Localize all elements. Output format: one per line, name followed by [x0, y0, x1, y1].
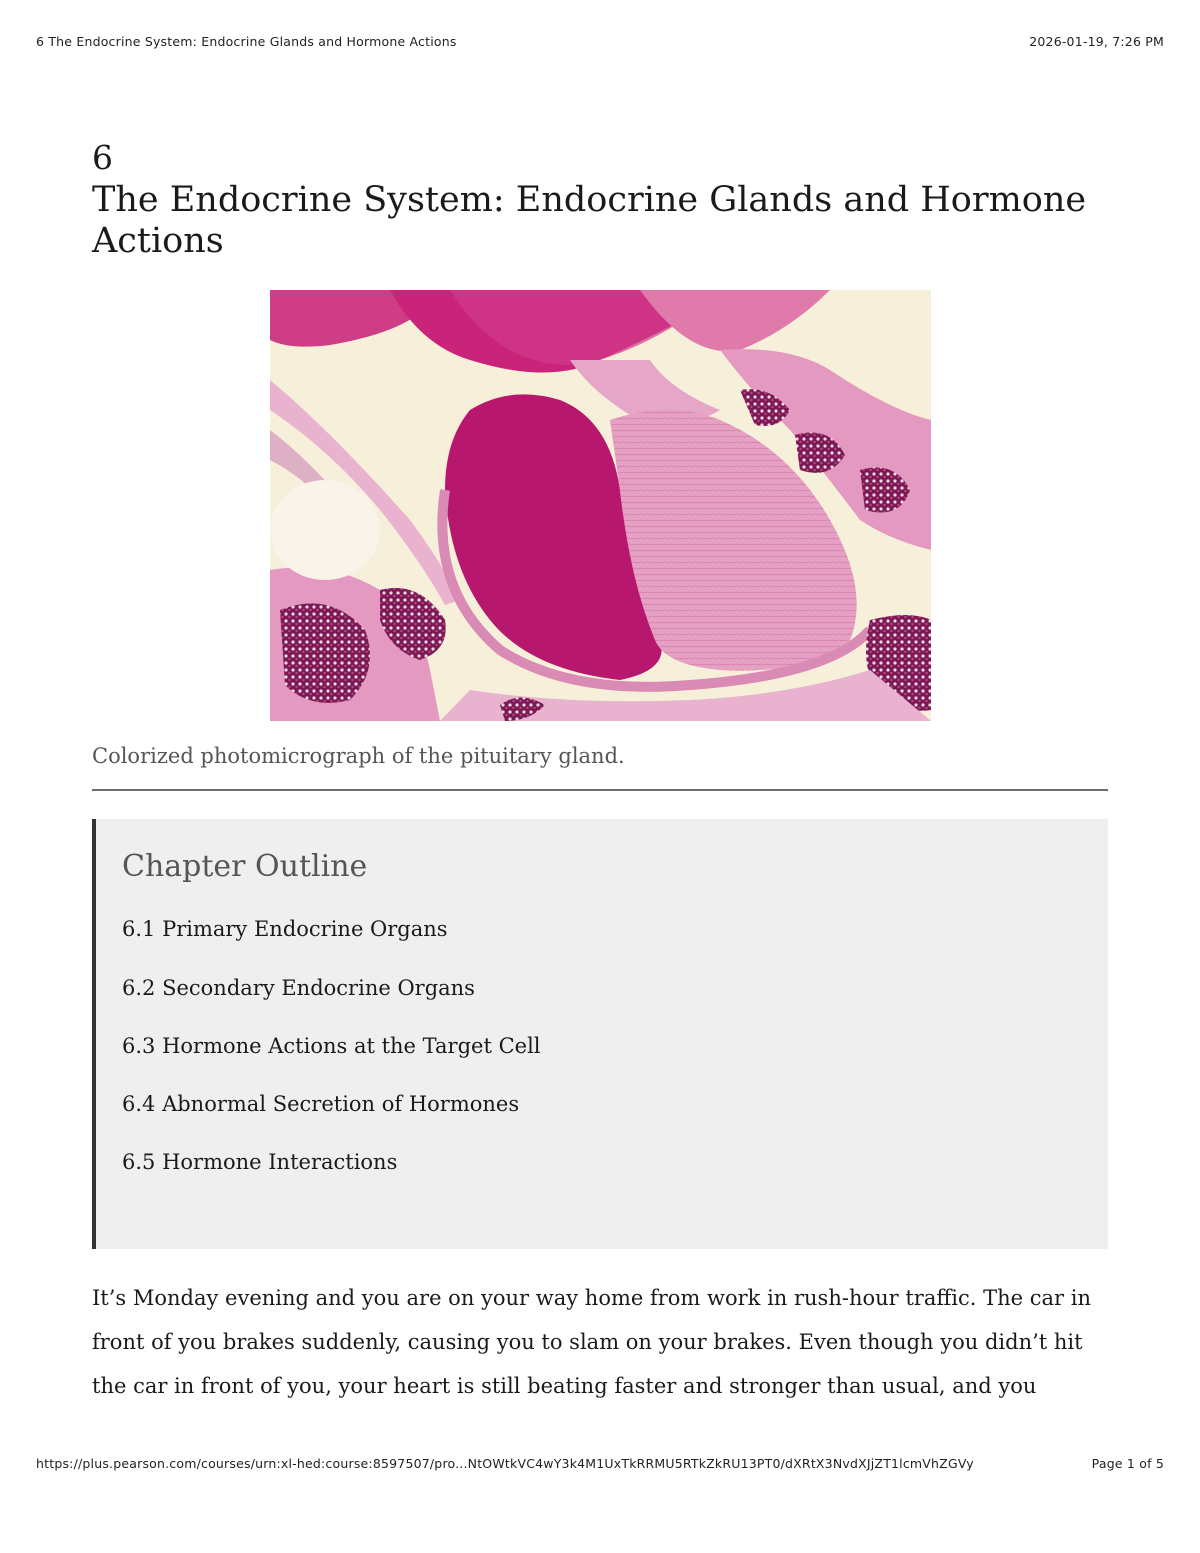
outline-item-6-4[interactable]: 6.4 Abnormal Secretion of Hormones	[122, 1092, 520, 1116]
header-timestamp: 2026-01-19, 7:26 PM	[1029, 34, 1164, 49]
footer-page-number: Page 1 of 5	[1091, 1456, 1164, 1471]
pituitary-photomicrograph	[270, 290, 931, 721]
outline-item-6-2[interactable]: 6.2 Secondary Endocrine Organs	[122, 976, 475, 1000]
outline-item-6-3[interactable]: 6.3 Hormone Actions at the Target Cell	[122, 1034, 541, 1058]
outline-item-6-5[interactable]: 6.5 Hormone Interactions	[122, 1150, 398, 1174]
photomicrograph-illustration	[270, 290, 931, 721]
outline-item-6-1[interactable]: 6.1 Primary Endocrine Organs	[122, 917, 448, 941]
chapter-outline-box	[92, 819, 1108, 1249]
intro-paragraph: It’s Monday evening and you are on your way home from work in rush-hour traffic. The car in front of you brakes suddenly, causing you to slam on your brakes. Even though you didn’t hit the car in front of you, your heart is still beating faster and stronger than usual, and you	[92, 1286, 1091, 1398]
print-footer	[36, 1456, 1164, 1471]
chapter-number: 6	[92, 138, 113, 177]
header-doc-title: 6 The Endocrine System: Endocrine Glands and Hormone Actions	[36, 34, 457, 49]
footer-url[interactable]: https://plus.pearson.com/courses/urn:xl-hed:course:8597507/pro...NtOWtkVC4wY3k4M1UxTkRRMU5RTkZkRU13PT0/dXRtX3NvdXJjZT1lcmVhZGVy	[36, 1456, 974, 1471]
print-header	[36, 34, 1164, 49]
figure-caption: Colorized photomicrograph of the pituitary gland.	[92, 744, 625, 768]
caption-divider	[92, 789, 1108, 791]
chapter-outline-heading: Chapter Outline	[122, 849, 368, 884]
chapter-title: The Endocrine System: Endocrine Glands and Hormone Actions	[92, 180, 1087, 261]
